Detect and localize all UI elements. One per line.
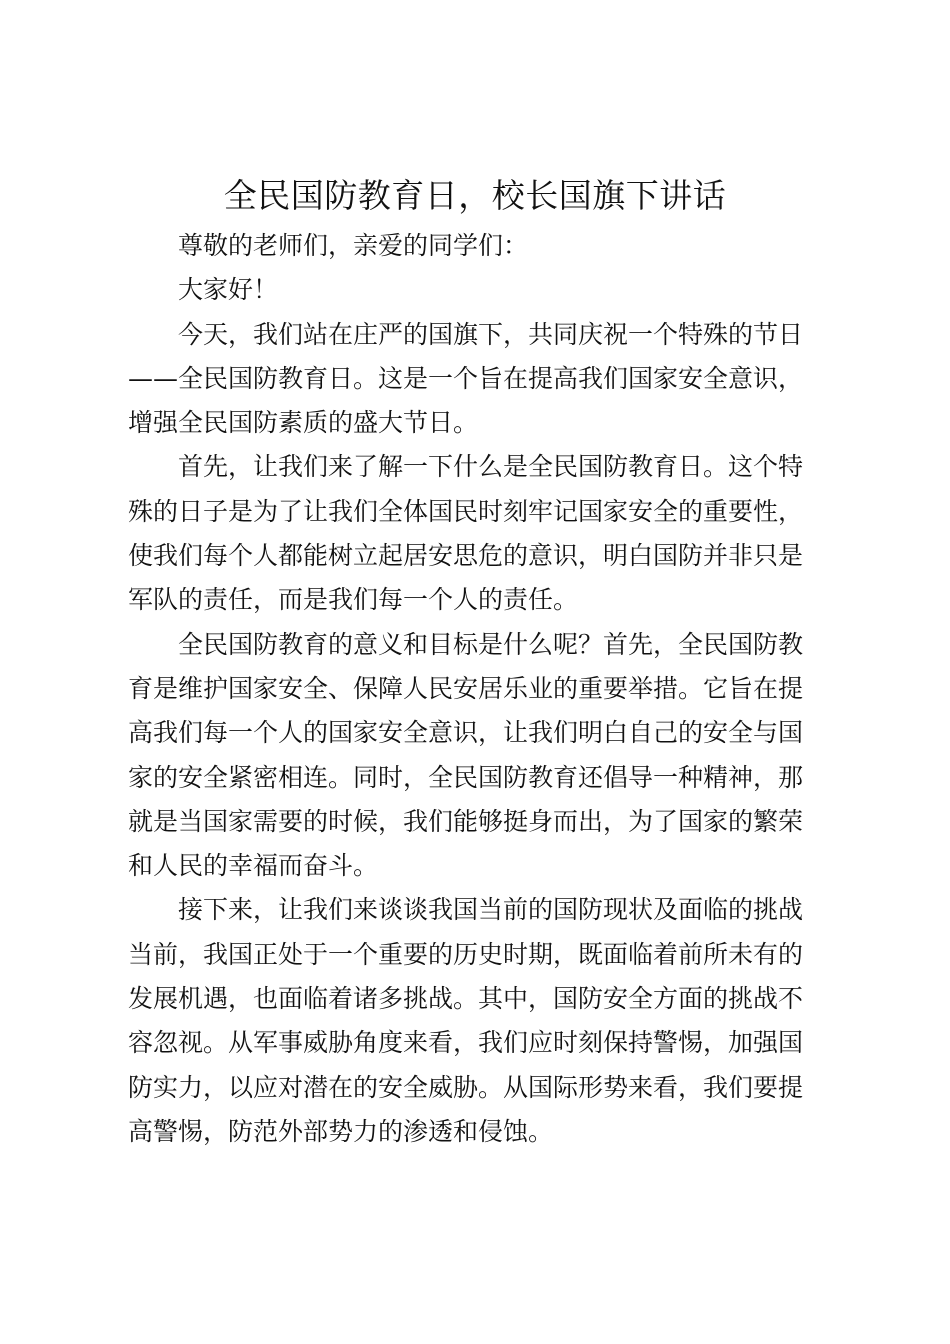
text-line: 高我们每一个人的国家安全意识，让我们明白自己的安全与国 [128, 718, 804, 748]
text-line: 育是维护国家安全、保障人民安居乐业的重要举措。它旨在提 [128, 673, 804, 703]
text-line: 增强全民国防素质的盛大节日。 [128, 408, 479, 438]
text-line: 接下来，让我们来谈谈我国当前的国防现状及面临的挑战 [178, 895, 804, 925]
text-line: 今天，我们站在庄严的国旗下，共同庆祝一个特殊的节日 [178, 319, 804, 349]
text-line: 和人民的幸福而奋斗。 [128, 851, 379, 881]
text-line: 当前，我国正处于一个重要的历史时期，既面临着前所未有的 [128, 939, 804, 969]
text-line: 就是当国家需要的时候，我们能够挺身而出，为了国家的繁荣 [128, 806, 804, 836]
text-line: 首先，让我们来了解一下什么是全民国防教育日。这个特 [178, 452, 804, 482]
document-body [128, 224, 832, 1154]
text-line: 家的安全紧密相连。同时，全民国防教育还倡导一种精神，那 [128, 762, 804, 792]
text-line: 殊的日子是为了让我们全体国民时刻牢记国家安全的重要性， [128, 496, 804, 526]
text-line: 高警惕，防范外部势力的渗透和侵蚀。 [128, 1116, 554, 1146]
text-line: 容忽视。从军事威胁角度来看，我们应时刻保持警惕，加强国 [128, 1028, 804, 1058]
document-title: 全民国防教育日，校长国旗下讲话 [223, 176, 727, 215]
text-line: 防实力，以应对潜在的安全威胁。从国际形势来看，我们要提 [128, 1072, 804, 1102]
text-line: 大家好！ [178, 275, 279, 305]
text-line: 尊敬的老师们，亲爱的同学们： [178, 231, 529, 260]
text-line: 发展机遇，也面临着诸多挑战。其中，国防安全方面的挑战不 [128, 984, 804, 1014]
text-line: 军队的责任，而是我们每一个人的责任。 [128, 585, 579, 615]
text-line: 全民国防教育的意义和目标是什么呢？首先，全民国防教 [178, 629, 804, 659]
text-line: ——全民国防教育日。这是一个旨在提高我们国家安全意识， [128, 363, 804, 393]
text-line: 使我们每个人都能树立起居安思危的意识，明白国防并非只是 [128, 541, 804, 571]
